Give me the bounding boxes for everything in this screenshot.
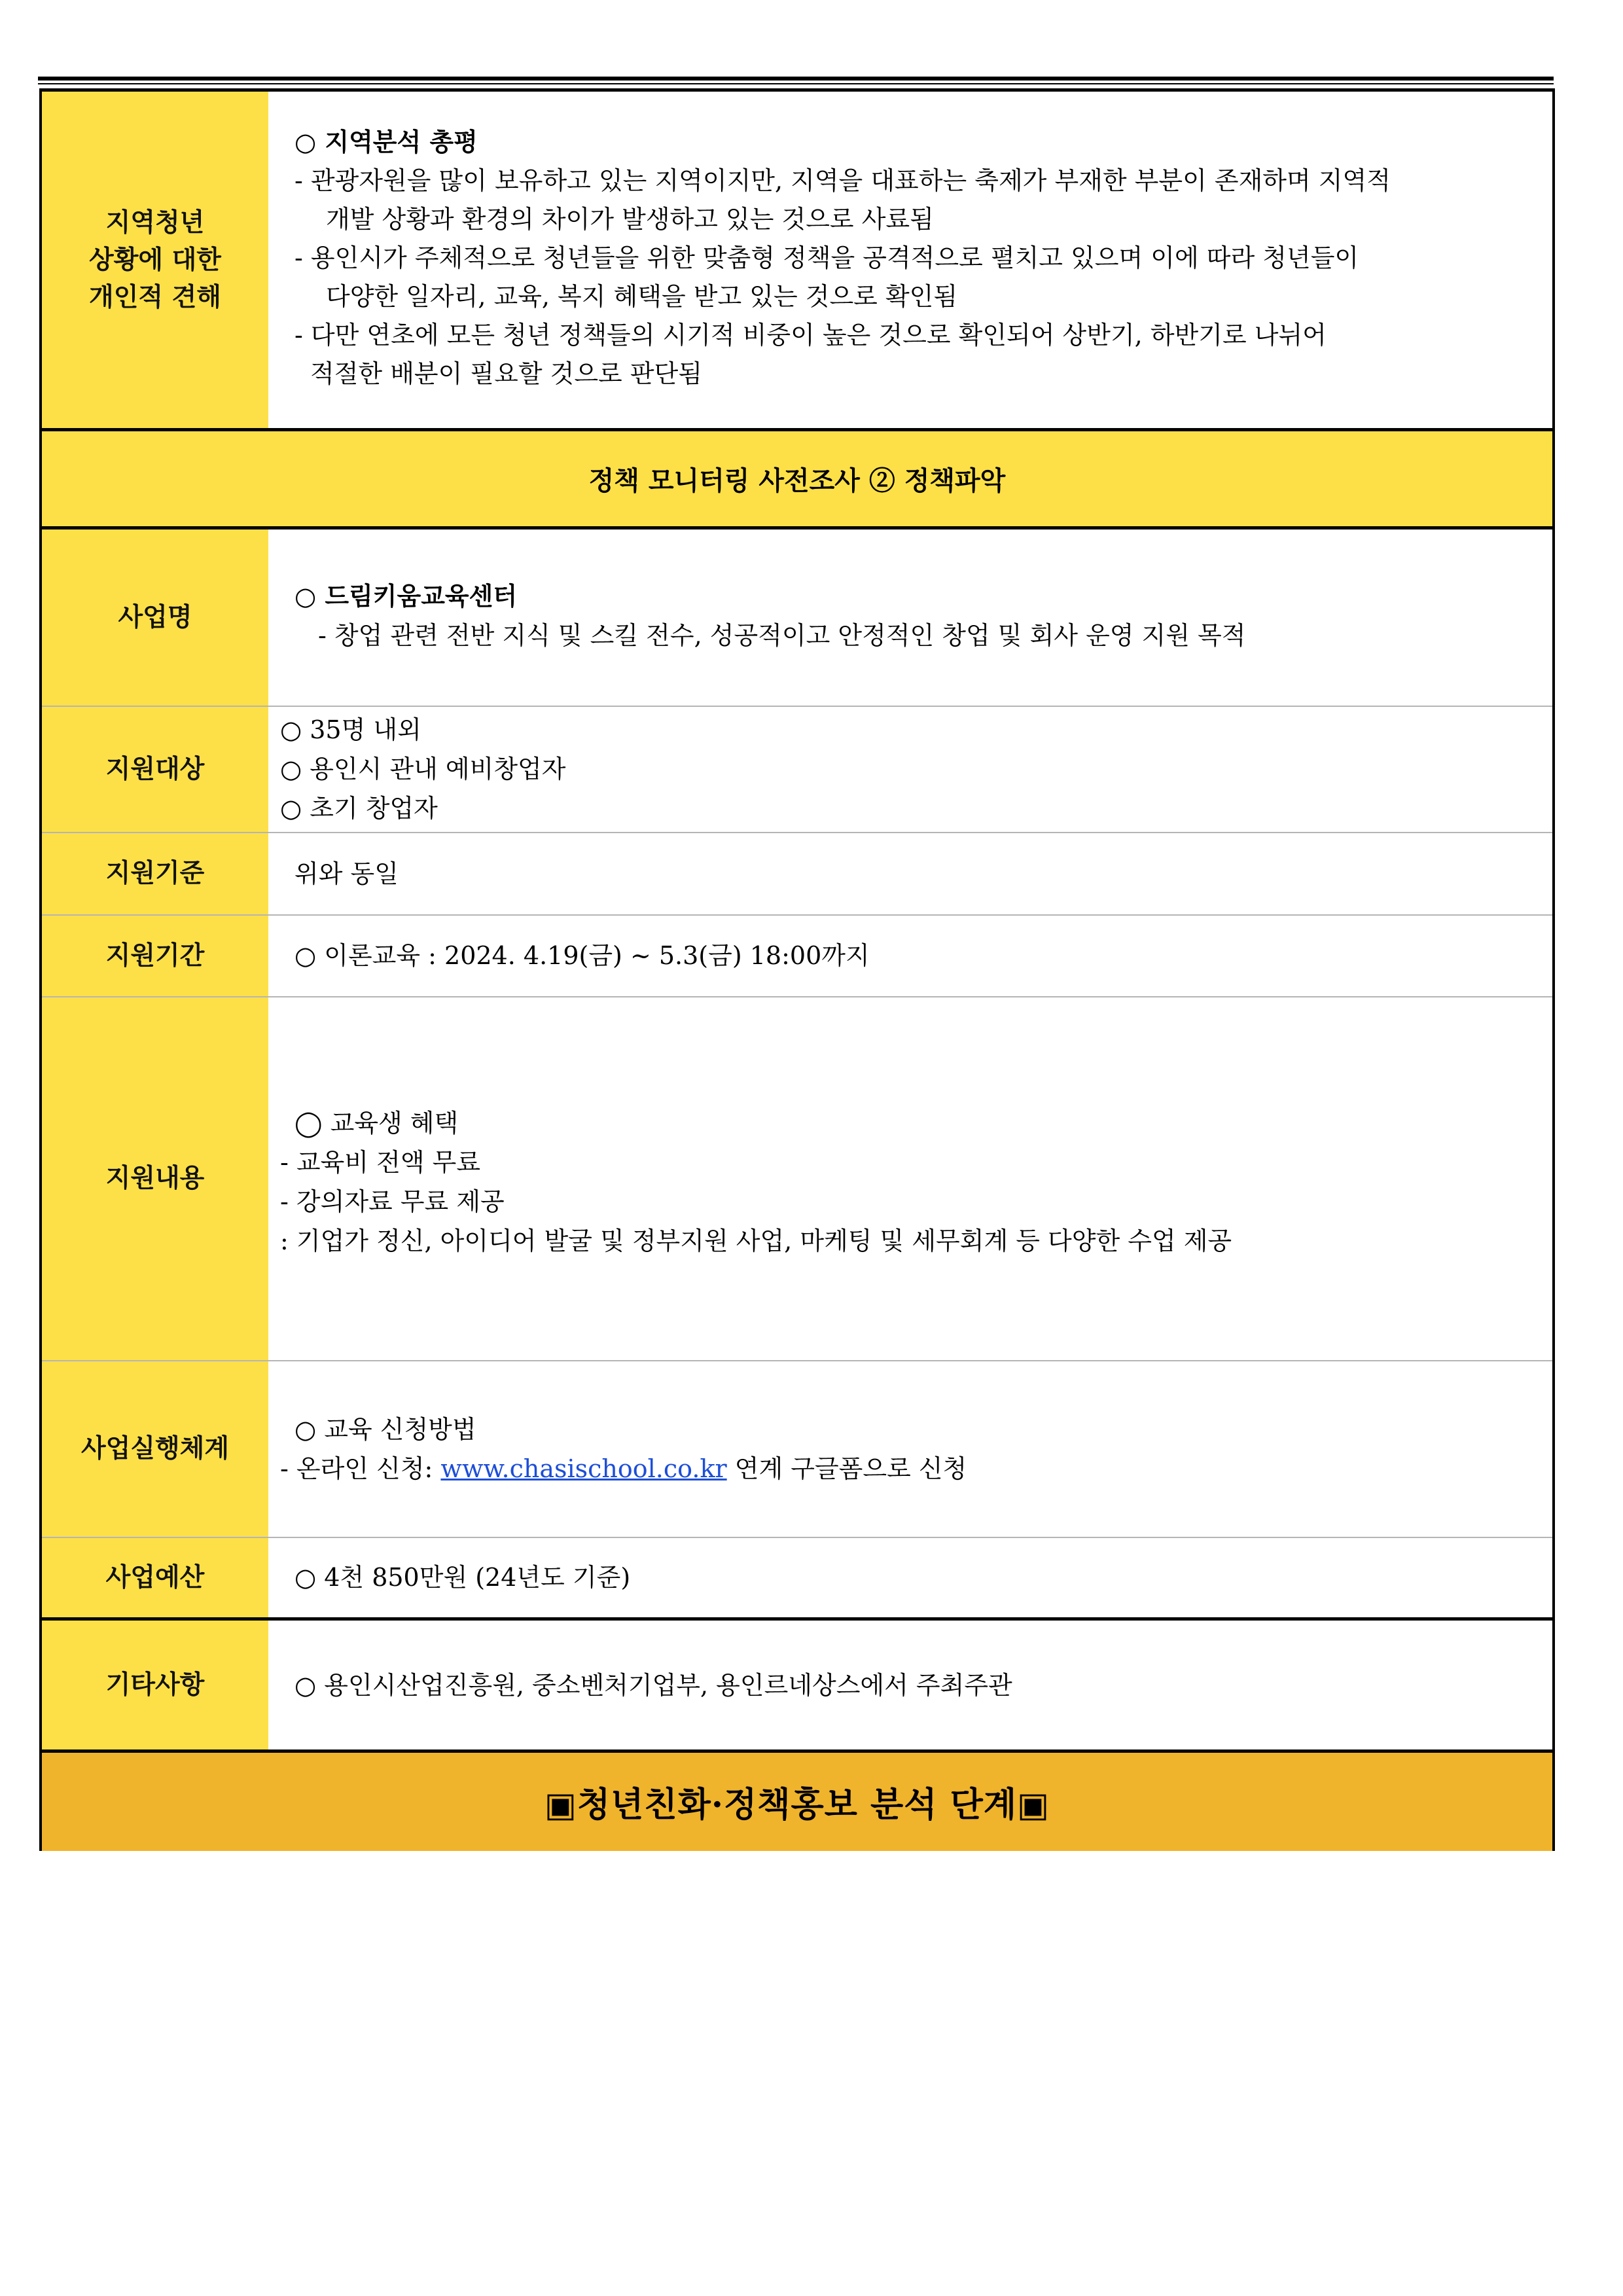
label-line: 지역청년 (105, 207, 205, 238)
section-banner: 정책 모니터링 사전조사 ② 정책파악 (41, 430, 1554, 528)
criteria-content (268, 833, 1554, 915)
criteria-value: 위와 동일 (294, 859, 399, 888)
label-period: 지원기간 (41, 915, 268, 997)
system-content (268, 1361, 1554, 1537)
budget-value: ○ 4천 850만원 (24년도 기준) (294, 1563, 631, 1592)
project-name-title: ○ 드림키움교육센터 (294, 582, 518, 611)
etc-value: ○ 용인시산업진흥원, 중소벤처기업부, 용인르네상스에서 주최주관 (294, 1670, 1012, 1700)
row-support-content (41, 997, 1554, 1361)
label-target: 지원대상 (41, 706, 268, 833)
region-view-line: 개발 상황과 환경의 차이가 발생하고 있는 것으로 사료됨 (326, 205, 934, 234)
row-etc (41, 1619, 1554, 1751)
row-criteria (41, 833, 1554, 915)
budget-content (268, 1537, 1554, 1619)
project-name-line: - 창업 관련 전반 지식 및 스킬 전수, 성공적이고 안정적인 창업 및 회사 운영 지원 목적 (318, 621, 1246, 650)
system-suffix: 연계 구글폼으로 신청 (726, 1454, 967, 1483)
label-line: 개인적 견해 (89, 282, 221, 312)
system-title: ○ 교육 신청방법 (294, 1414, 476, 1444)
region-view-line: - 용인시가 주체적으로 청년들을 위한 맞춤형 정책을 공격적으로 펼치고 있으며 이에 따라 청년들이 (294, 243, 1359, 272)
label-budget: 사업예산 (41, 1537, 268, 1619)
label-line: 상황에 대한 (89, 245, 221, 275)
period-content (268, 915, 1554, 997)
region-view-line: 다양한 일자리, 교육, 복지 혜택을 받고 있는 것으로 확인됨 (326, 282, 958, 311)
project-name-content (268, 528, 1554, 706)
region-view-line: 적절한 배분이 필요할 것으로 판단됨 (310, 359, 702, 388)
row-section-banner (41, 430, 1554, 528)
label-region-view (41, 90, 268, 430)
top-double-rule (38, 77, 1554, 84)
region-view-line: - 다만 연초에 모든 청년 정책들의 시기적 비중이 높은 것으로 확인되어 상반기, 하반기로 나뉘어 (294, 321, 1327, 350)
label-etc: 기타사항 (41, 1619, 268, 1751)
policy-table (39, 88, 1555, 1851)
row-region-view (41, 90, 1554, 430)
support-content-line: : 기업가 정신, 아이디어 발굴 및 정부지원 사업, 마케팅 및 세무회계 등 다양한 수업 제공 (280, 1226, 1232, 1255)
target-content (268, 706, 1554, 833)
etc-content (268, 1619, 1554, 1751)
target-line: ○ 용인시 관내 예비창업자 (280, 755, 566, 783)
target-line: ○ 초기 창업자 (280, 794, 438, 823)
system-line (280, 1449, 1539, 1488)
label-support-content: 지원내용 (41, 997, 268, 1361)
label-criteria: 지원기준 (41, 833, 268, 915)
target-line: ○ 35명 내외 (280, 715, 421, 744)
region-view-title: ○ 지역분석 총평 (294, 128, 478, 156)
row-target (41, 706, 1554, 833)
row-budget (41, 1537, 1554, 1619)
final-banner: ▣청년친화·정책홍보 분석 단계▣ (41, 1751, 1554, 1851)
chasischool-link[interactable]: www.chasischool.co.kr (440, 1454, 727, 1483)
support-content-title: ◯ 교육생 혜택 (294, 1108, 459, 1138)
label-project-name: 사업명 (41, 528, 268, 706)
row-final-banner (41, 1751, 1554, 1851)
region-view-content (268, 90, 1554, 430)
support-content-line: - 교육비 전액 무료 (280, 1147, 481, 1177)
region-view-line: - 관광자원을 많이 보유하고 있는 지역이지만, 지역을 대표하는 축제가 부재한 부분이 존재하며 지역적 (294, 166, 1391, 195)
row-project-name (41, 528, 1554, 706)
support-content (268, 997, 1554, 1361)
period-value: ○ 이론교육 : 2024. 4.19(금) ~ 5.3(금) 18:00까지 (294, 941, 870, 970)
row-period (41, 915, 1554, 997)
system-prefix: - 온라인 신청: (280, 1454, 441, 1483)
row-system (41, 1361, 1554, 1537)
label-system: 사업실행체계 (41, 1361, 268, 1537)
support-content-line: - 강의자료 무료 제공 (280, 1187, 505, 1216)
